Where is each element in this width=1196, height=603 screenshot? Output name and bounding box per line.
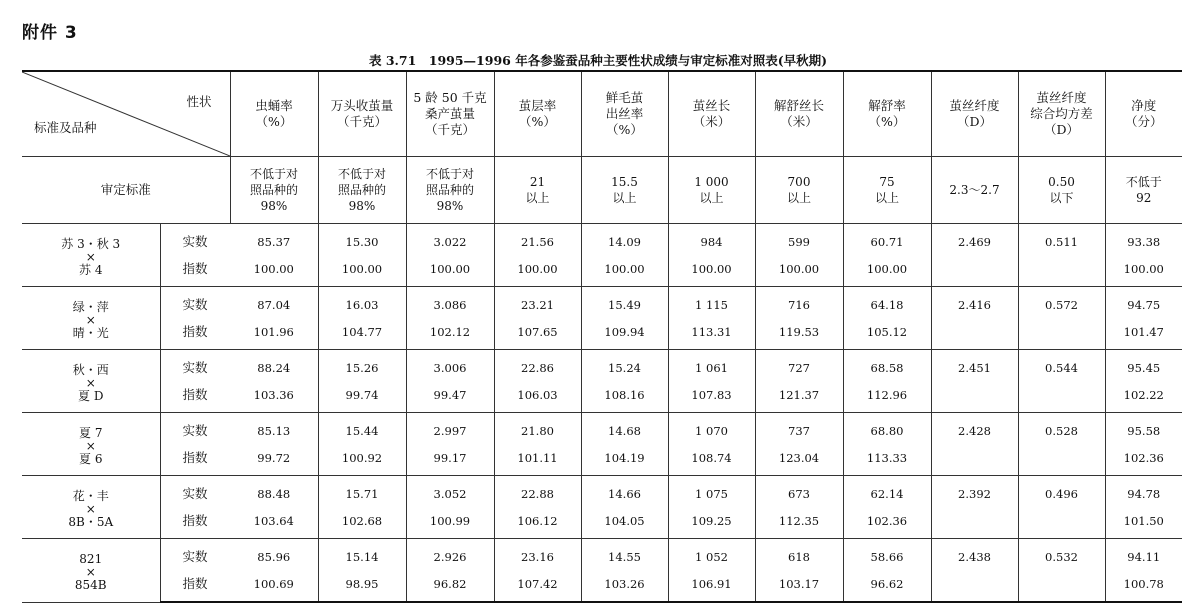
- actual-value-cell: 14.68: [581, 413, 668, 445]
- standard-cell: 1 000 以上: [668, 157, 755, 224]
- index-value-cell: 96.82: [406, 570, 494, 602]
- actual-value-cell: 15.30: [318, 224, 406, 256]
- variety-actual-row: [22, 476, 1182, 508]
- variety-index-row: [22, 444, 1182, 476]
- index-value-cell: 100.00: [494, 255, 581, 287]
- column-header: 茧丝纤度 综合均方差 （D）: [1018, 71, 1105, 157]
- variety-name: 夏 7 × 夏 6: [22, 413, 160, 476]
- index-value-cell: 105.12: [843, 318, 931, 350]
- index-value-cell: 113.33: [843, 444, 931, 476]
- index-value-cell: [931, 318, 1018, 350]
- index-value-cell: 104.05: [581, 507, 668, 539]
- actual-value-cell: 3.022: [406, 224, 494, 256]
- actual-value-cell: 3.006: [406, 350, 494, 382]
- index-value-cell: 109.94: [581, 318, 668, 350]
- actual-value-cell: 0.496: [1018, 476, 1105, 508]
- standard-cell: 不低于对 照品种的 98%: [230, 157, 318, 224]
- row-kind-index: 指数: [160, 507, 230, 539]
- corner-label-varieties: 标准及品种: [34, 120, 97, 135]
- actual-value-cell: 88.48: [230, 476, 318, 508]
- variety-name: 秋・西 × 夏 D: [22, 350, 160, 413]
- actual-value-cell: 21.80: [494, 413, 581, 445]
- actual-value-cell: 94.78: [1127, 486, 1161, 501]
- row-kind-index: 指数: [160, 318, 230, 350]
- column-header: 茧丝长 （米）: [668, 71, 755, 157]
- actual-value-cell: 15.24: [581, 350, 668, 382]
- index-value-cell: 100.00: [406, 255, 494, 287]
- index-value-cell: 102.68: [318, 507, 406, 539]
- row-kind-index: 指数: [160, 570, 230, 602]
- variety-index-row: [22, 318, 1182, 350]
- index-value-cell: 102.36: [1105, 444, 1182, 476]
- index-value-cell: 108.74: [668, 444, 755, 476]
- column-header: 茧丝纤度 （D）: [931, 71, 1018, 157]
- index-value-cell: 102.12: [406, 318, 494, 350]
- index-value-cell: 101.11: [494, 444, 581, 476]
- standard-cell: 15.5 以上: [581, 157, 668, 224]
- actual-value-cell: 737: [755, 413, 843, 445]
- actual-value-cell: 22.86: [494, 350, 581, 382]
- actual-value-cell: 23.21: [494, 287, 581, 319]
- index-value-cell: 104.77: [318, 318, 406, 350]
- actual-value-cell: 1 061: [668, 350, 755, 382]
- actual-value-cell: 2.926: [406, 539, 494, 571]
- column-header: 解舒丝长 （米）: [755, 71, 843, 157]
- index-value-cell: [1018, 507, 1105, 539]
- actual-value-cell: 64.18: [843, 287, 931, 319]
- index-value-cell: 102.22: [1105, 381, 1182, 413]
- actual-value-cell: 15.14: [318, 539, 406, 571]
- index-value-cell: 103.36: [230, 381, 318, 413]
- column-header: 解舒率 （%）: [843, 71, 931, 157]
- index-value-cell: 102.36: [843, 507, 931, 539]
- variety-actual-row: [22, 539, 1182, 571]
- index-value-cell: 106.12: [494, 507, 581, 539]
- row-kind-actual: 实数: [182, 422, 208, 438]
- row-kind-actual: 实数: [182, 296, 208, 312]
- column-header: 茧层率 （%）: [494, 71, 581, 157]
- index-value-cell: 103.26: [581, 570, 668, 602]
- index-value-cell: 100.00: [755, 255, 843, 287]
- index-value-cell: 100.99: [406, 507, 494, 539]
- index-value-cell: 100.00: [318, 255, 406, 287]
- row-kind-index: 指数: [160, 381, 230, 413]
- actual-value-cell: 95.58: [1127, 423, 1161, 438]
- actual-value-cell: 94.75: [1127, 297, 1161, 312]
- actual-value-cell: 3.086: [406, 287, 494, 319]
- actual-value-cell: 1 070: [668, 413, 755, 445]
- actual-value-cell: 15.26: [318, 350, 406, 382]
- index-value-cell: 119.53: [755, 318, 843, 350]
- actual-value-cell: 68.58: [843, 350, 931, 382]
- variety-index-row: [22, 507, 1182, 539]
- index-value-cell: 99.47: [406, 381, 494, 413]
- index-value-cell: 109.25: [668, 507, 755, 539]
- actual-value-cell: 2.416: [931, 287, 1018, 319]
- actual-value-cell: 2.469: [931, 224, 1018, 256]
- actual-value-cell: 68.80: [843, 413, 931, 445]
- column-header: 5 龄 50 千克 桑产茧量 （千克）: [406, 71, 494, 157]
- variety-actual-row: [22, 413, 1182, 445]
- index-value-cell: 99.74: [318, 381, 406, 413]
- standard-cell: 21 以上: [494, 157, 581, 224]
- row-kind-index: 指数: [160, 444, 230, 476]
- variety-name: 821 × 854B: [22, 539, 160, 603]
- index-value-cell: 107.65: [494, 318, 581, 350]
- actual-value-cell: 14.66: [581, 476, 668, 508]
- index-value-cell: 98.95: [318, 570, 406, 602]
- index-value-cell: 107.83: [668, 381, 755, 413]
- actual-value-cell: 15.44: [318, 413, 406, 445]
- index-value-cell: [931, 381, 1018, 413]
- index-value-cell: 100.00: [581, 255, 668, 287]
- actual-value-cell: 599: [755, 224, 843, 256]
- row-kind-actual: 实数: [182, 485, 208, 501]
- variety-index-row: [22, 570, 1182, 602]
- actual-value-cell: 93.38: [1127, 234, 1161, 249]
- column-header: 净度 （分）: [1105, 71, 1182, 157]
- actual-value-cell: 673: [755, 476, 843, 508]
- index-value-cell: 99.17: [406, 444, 494, 476]
- actual-value-cell: 22.88: [494, 476, 581, 508]
- column-header: 虫蛹率 （%）: [230, 71, 318, 157]
- index-value-cell: 103.17: [755, 570, 843, 602]
- actual-value-cell: 0.572: [1018, 287, 1105, 319]
- index-value-cell: [1018, 255, 1105, 287]
- index-value-cell: 100.00: [230, 255, 318, 287]
- actual-value-cell: 2.451: [931, 350, 1018, 382]
- index-value-cell: 99.72: [230, 444, 318, 476]
- index-value-cell: [931, 444, 1018, 476]
- corner-header-cell: [22, 71, 230, 157]
- index-value-cell: 107.42: [494, 570, 581, 602]
- index-value-cell: 123.04: [755, 444, 843, 476]
- index-value-cell: 112.35: [755, 507, 843, 539]
- variety-name: 花・丰 × 8B・5A: [22, 476, 160, 539]
- comparison-table: [22, 70, 1182, 603]
- standard-row: [22, 157, 1182, 224]
- column-header: 万头收茧量 （千克）: [318, 71, 406, 157]
- variety-index-row: [22, 381, 1182, 413]
- actual-value-cell: 727: [755, 350, 843, 382]
- standard-cell: 75 以上: [843, 157, 931, 224]
- actual-value-cell: 60.71: [843, 224, 931, 256]
- standard-cell: 0.50 以下: [1018, 157, 1105, 224]
- index-value-cell: [931, 507, 1018, 539]
- variety-name: 绿・萍 × 晴・光: [22, 287, 160, 350]
- actual-value-cell: 1 052: [668, 539, 755, 571]
- table-caption: 表 3.71 1995—1996 年各参鉴蚕品种主要性状成绩与审定标准对照表(早秋期): [368, 53, 828, 68]
- index-value-cell: 101.96: [230, 318, 318, 350]
- diagonal-divider: [22, 72, 230, 156]
- index-value-cell: 100.00: [1105, 255, 1182, 287]
- variety-name: 苏 3・秋 3 × 苏 4: [22, 224, 160, 287]
- standard-cell: 不低于 92: [1105, 157, 1182, 224]
- actual-value-cell: 2.392: [931, 476, 1018, 508]
- actual-value-cell: 85.37: [230, 224, 318, 256]
- actual-value-cell: 21.56: [494, 224, 581, 256]
- index-value-cell: 106.03: [494, 381, 581, 413]
- index-value-cell: 96.62: [843, 570, 931, 602]
- corner-label-traits: 性状: [186, 94, 212, 109]
- row-kind-actual: 实数: [182, 233, 208, 249]
- row-kind-actual: 实数: [182, 359, 208, 375]
- actual-value-cell: 85.13: [230, 413, 318, 445]
- index-value-cell: [1018, 381, 1105, 413]
- actual-value-cell: 618: [755, 539, 843, 571]
- actual-value-cell: 85.96: [230, 539, 318, 571]
- actual-value-cell: 23.16: [494, 539, 581, 571]
- index-value-cell: [1018, 570, 1105, 602]
- index-value-cell: 108.16: [581, 381, 668, 413]
- actual-value-cell: 16.03: [318, 287, 406, 319]
- index-value-cell: [931, 570, 1018, 602]
- index-value-cell: 100.00: [843, 255, 931, 287]
- index-value-cell: 112.96: [843, 381, 931, 413]
- column-header: 鲜毛茧 出丝率 （%）: [581, 71, 668, 157]
- header-row: [22, 71, 1182, 157]
- actual-value-cell: 14.55: [581, 539, 668, 571]
- row-kind-actual: 实数: [182, 548, 208, 564]
- variety-actual-row: [22, 224, 1182, 256]
- actual-value-cell: 58.66: [843, 539, 931, 571]
- index-value-cell: 103.64: [230, 507, 318, 539]
- actual-value-cell: 0.544: [1018, 350, 1105, 382]
- standard-cell: 700 以上: [755, 157, 843, 224]
- index-value-cell: 100.69: [230, 570, 318, 602]
- actual-value-cell: 15.49: [581, 287, 668, 319]
- index-value-cell: 121.37: [755, 381, 843, 413]
- index-value-cell: 106.91: [668, 570, 755, 602]
- row-kind-index: 指数: [160, 255, 230, 287]
- standard-cell: 2.3～2.7: [931, 157, 1018, 224]
- actual-value-cell: 1 075: [668, 476, 755, 508]
- actual-value-cell: 0.528: [1018, 413, 1105, 445]
- actual-value-cell: 0.511: [1018, 224, 1105, 256]
- actual-value-cell: 15.71: [318, 476, 406, 508]
- standard-label: 审定标准: [22, 157, 230, 224]
- actual-value-cell: 1 115: [668, 287, 755, 319]
- index-value-cell: 100.78: [1105, 570, 1182, 602]
- actual-value-cell: 62.14: [843, 476, 931, 508]
- index-value-cell: 100.92: [318, 444, 406, 476]
- standard-cell: 不低于对 照品种的 98%: [318, 157, 406, 224]
- actual-value-cell: 2.428: [931, 413, 1018, 445]
- table-body: [22, 157, 1182, 603]
- actual-value-cell: 984: [668, 224, 755, 256]
- variety-actual-row: [22, 350, 1182, 382]
- standard-cell: 不低于对 照品种的 98%: [406, 157, 494, 224]
- actual-value-cell: 3.052: [406, 476, 494, 508]
- index-value-cell: 101.50: [1105, 507, 1182, 539]
- index-value-cell: 100.00: [668, 255, 755, 287]
- index-value-cell: [1018, 318, 1105, 350]
- index-value-cell: [931, 255, 1018, 287]
- actual-value-cell: 94.11: [1127, 549, 1161, 564]
- index-value-cell: 113.31: [668, 318, 755, 350]
- actual-value-cell: 2.438: [931, 539, 1018, 571]
- variety-actual-row: [22, 287, 1182, 319]
- index-value-cell: 104.19: [581, 444, 668, 476]
- annex-label: 附件 3: [22, 23, 78, 43]
- variety-index-row: [22, 255, 1182, 287]
- actual-value-cell: 95.45: [1127, 360, 1161, 375]
- actual-value-cell: 2.997: [406, 413, 494, 445]
- actual-value-cell: 87.04: [230, 287, 318, 319]
- actual-value-cell: 716: [755, 287, 843, 319]
- actual-value-cell: 88.24: [230, 350, 318, 382]
- index-value-cell: [1018, 444, 1105, 476]
- actual-value-cell: 0.532: [1018, 539, 1105, 571]
- actual-value-cell: 14.09: [581, 224, 668, 256]
- index-value-cell: 101.47: [1105, 318, 1182, 350]
